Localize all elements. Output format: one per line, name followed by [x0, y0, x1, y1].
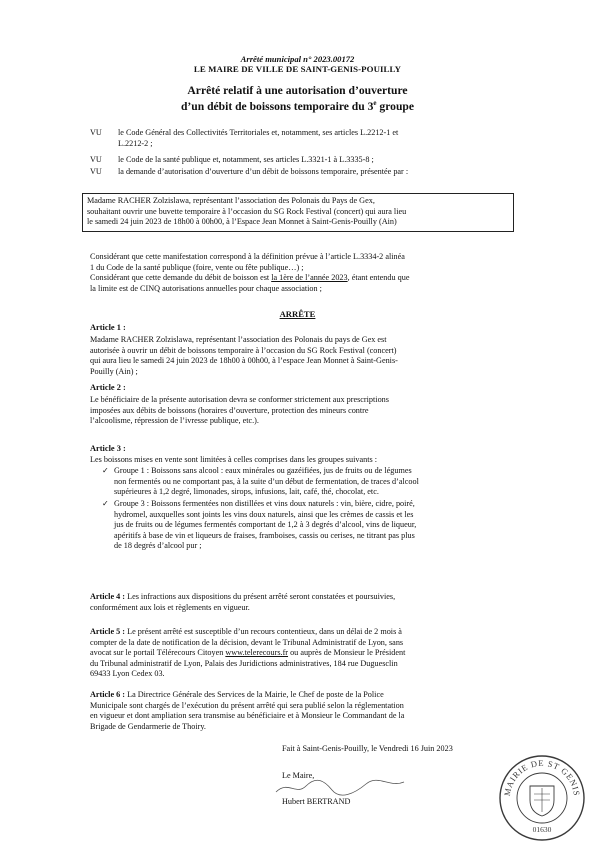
group-1-item — [104, 466, 522, 498]
vu-line: L.2212-2 ; — [118, 138, 153, 148]
article-2-title: Article 2 : — [90, 383, 126, 392]
vu-label: VU — [90, 167, 102, 176]
group-line: non fermentés ou ne comportant pas, à la suite d’un début de fermentation, de traces d’alcool — [114, 476, 419, 486]
article-text: avocat sur le portail Télérecours Citoyen — [90, 648, 226, 658]
vu-text: la demande d’autorisation d’ouverture d’un débit de boissons temporaire, présentée par : — [118, 167, 409, 176]
article-1-body — [90, 335, 522, 377]
mairie-stamp — [496, 752, 588, 844]
article-text: ou auprès de Monsieur le Président — [288, 648, 406, 658]
group-line: de 18 degrés d’alcool pur ; — [114, 541, 202, 551]
place-date: Fait à Saint-Genis-Pouilly, le Vendredi 16 Juin 2023 — [282, 744, 453, 753]
considerants — [90, 252, 522, 294]
article-line: conformément aux lois et règlements en vigueur. — [90, 602, 250, 612]
signatory-name: Hubert BERTRAND — [282, 797, 351, 806]
title-line-2-start: d’un débit de boissons temporaire du 3 — [180, 99, 374, 113]
group-line: Groupe 1 : Boissons sans alcool : eaux minérales ou gazéifiées, jus de fruits ou de légumes — [114, 466, 412, 475]
checkmark-icon: ✓ — [102, 499, 109, 508]
handwritten-signature — [270, 776, 410, 798]
group-line: Groupe 3 : Boissons fermentées non distillées et vins doux naturels : vin, bière, cidre, poiré, — [114, 499, 415, 508]
article-3-intro: Les boissons mises en vente sont limitées à celles comprises dans les groupes suivants : — [90, 455, 377, 464]
article-line: Brigade de Gendarmerie de Thoiry. — [90, 721, 206, 731]
article-line — [90, 592, 522, 603]
checkmark-icon: ✓ — [102, 466, 109, 475]
article-line: imposées aux débits de boissons (horaires d’ouverture, protection des mineurs contre — [90, 405, 369, 415]
title-superscript: e — [373, 99, 377, 107]
article-line: autorisée à ouvrir un débit de boissons temporaire à l’occasion du SG Rock Festival (concert) — [90, 345, 397, 355]
title-line-2 — [60, 99, 535, 113]
article-6-title: Article 6 : — [90, 690, 126, 699]
article-line — [90, 648, 522, 659]
group-3-text — [104, 499, 522, 552]
group-line: apéritifs à base de vin et liqueurs de fraises, framboises, cassis ou cerises, ne titrant pas plus — [114, 530, 415, 540]
article-text: Les infractions aux dispositions du présent arrêté seront constatées et poursuivies, — [125, 592, 396, 601]
signatory-role: Le Maire, — [282, 771, 315, 780]
group-line: jus de fruits ou de légumes fermentés comportant de 1,2 à 3 degrés d’alcool, vins de liqueur, — [114, 520, 417, 530]
title-line-1: Arrêté relatif à une autorisation d’ouverture — [187, 84, 408, 97]
article-text: La Directrice Générale des Services de la Mairie, le Chef de poste de la Police — [125, 690, 384, 699]
telerecours-link[interactable]: www.telerecours.fr — [225, 648, 289, 658]
group-line: supérieures à 1,2 degré, limonades, sirops, infusions, lait, café, thé, chocolat, etc. — [114, 487, 379, 497]
group-3-item — [104, 499, 522, 552]
considerant-underlined: la 1ère de l’année 2023 — [271, 273, 348, 283]
vu-text — [118, 128, 528, 149]
article-line: compter de la date de notification de la décision, devant le Tribunal Administratif de Lyon, sans — [90, 637, 404, 647]
article-line: en vigueur et dont ampliation sera transmise au bénéficiaire et à Monsieur le Commandant de la — [90, 711, 405, 721]
article-line: Municipale sont chargés de l’exécution du présent arrêté qui sera publié selon la réglementation — [90, 700, 404, 710]
considerant-text: , étant entendu que — [347, 273, 410, 283]
group-line: hydromel, auxquelles sont joints les vins doux naturels, ainsi que les crèmes de cassis et les — [114, 509, 414, 519]
article-line: Pouilly (Ain) ; — [90, 366, 138, 376]
article-5-title: Article 5 : — [90, 627, 126, 636]
considerant-line: 1 du Code de la santé publique (foire, vente ou fête publique…) ; — [90, 262, 304, 272]
vu-label: VU — [90, 155, 102, 164]
article-4 — [90, 592, 522, 613]
article-3-title: Article 3 : — [90, 444, 126, 453]
article-4-title: Article 4 : — [90, 592, 126, 601]
considerant-line — [90, 273, 522, 284]
box-line: souhaitant ouvrir une buvette temporaire à l’occasion du SG Rock Festival (concert) qui aura lieu — [87, 206, 407, 216]
mayor-heading: LE MAIRE DE VILLE DE SAINT-GENIS-POUILLY — [193, 64, 402, 74]
vu-label: VU — [90, 128, 102, 137]
requester-box — [82, 193, 514, 232]
vu-text: le Code de la santé publique et, notamment, ses articles L.3321-1 à L.3335-8 ; — [118, 155, 374, 164]
article-line: 69433 Lyon Cedex 03. — [90, 669, 165, 679]
box-line: le samedi 24 juin 2023 de 18h00 à 00h00, à l’Espace Jean Monnet à Saint-Genis-Pouilly (Ain) — [87, 217, 397, 227]
considerant-line: la limite est de CINQ autorisations annuelles pour chaque association ; — [90, 283, 322, 293]
article-5 — [90, 627, 522, 680]
article-line: Le bénéficiaire de la présente autorisation devra se conformer strictement aux prescriptions — [90, 395, 389, 404]
article-text: Le présent arrêté est susceptible d’un recours contentieux, dans un délai de 2 mois à — [125, 627, 402, 636]
article-2-body — [90, 395, 522, 427]
stamp-top-text: MAIRIE DE ST GENIS — [501, 757, 583, 797]
box-line: Madame RACHER Zolzislawa, représentant l’association des Polonais du Pays de Gex, — [87, 196, 375, 205]
vu-line: le Code Général des Collectivités Territoriales et, notamment, ses articles L.2212-1 et — [118, 128, 399, 137]
article-line — [90, 627, 522, 638]
considerant-text: Considérant que cette demande du débit de boisson est — [90, 273, 272, 283]
group-1-text — [104, 466, 522, 498]
article-6 — [90, 690, 522, 732]
article-1-title: Article 1 : — [90, 323, 126, 332]
article-line: Madame RACHER Zolzislawa, représentant l’association des Polonais du pays de Gex est — [90, 335, 387, 344]
article-line: du Tribunal administratif de Lyon, Palais des Juridictions administratives, 184 rue Duguesclin — [90, 658, 398, 668]
considerant-line: Considérant que cette manifestation correspond à la définition prévue à l’article L.3334-2 alinéa — [90, 252, 405, 261]
title-line-2-end: groupe — [376, 99, 414, 113]
article-line: l’alcoolisme, répression de l’ivresse publique, etc.). — [90, 416, 259, 426]
stamp-postcode: 01630 — [532, 825, 552, 834]
article-line: qui aura lieu le samedi 24 juin 2023 de 18h00 à 00h00, à l’espace Jean Monnet à Saint-Genis- — [90, 356, 398, 366]
article-line — [90, 690, 522, 701]
coat-of-arms-detail-icon — [534, 788, 550, 812]
arrete-heading: ARRÊTE — [279, 309, 316, 319]
arrete-number: Arrêté municipal n° 2023.00172 — [240, 54, 355, 64]
